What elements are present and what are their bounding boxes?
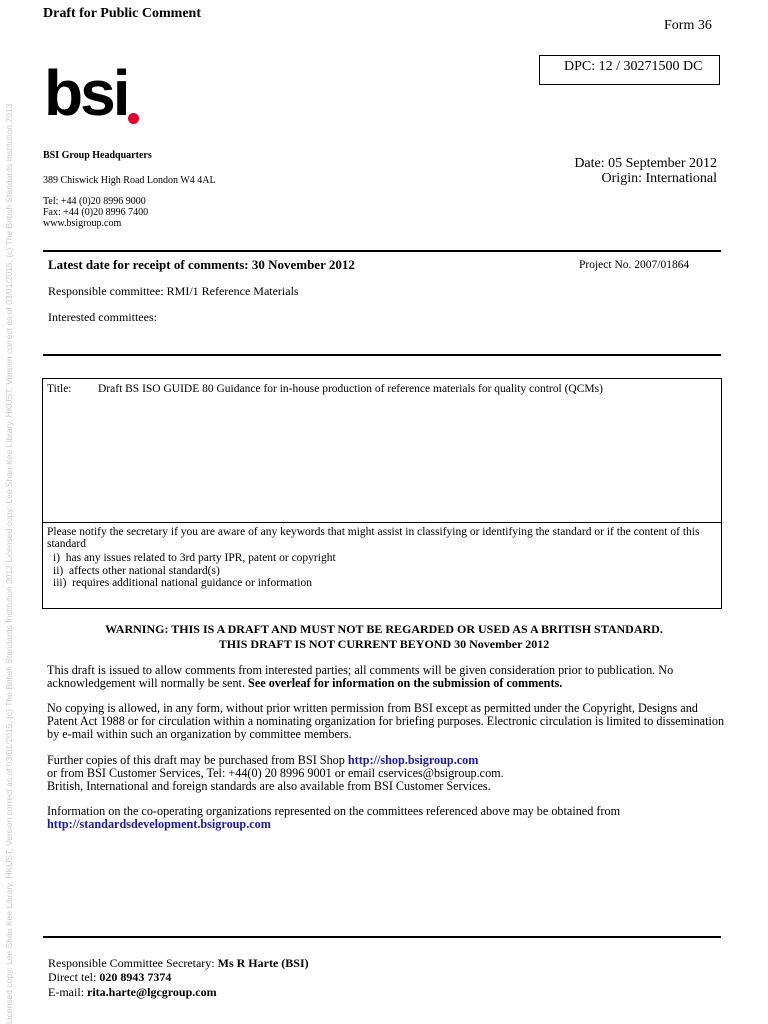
latest-comment-date: Latest date for receipt of comments: 30 November 2012 (48, 257, 355, 272)
dpc-box (539, 55, 720, 85)
divider-middle (43, 354, 721, 356)
title-box-divider (43, 522, 721, 523)
dpc-number: DPC: 12 / 30271500 DC (564, 59, 703, 74)
secretary-name: Ms R Harte (BSI) (217, 956, 309, 970)
bsi-logo-dot (128, 113, 139, 124)
notify-item: iii) requires additional national guidance or information (53, 577, 312, 589)
document-title: Draft BS ISO GUIDE 80 Guidance for in-house production of reference materials for quality control (QCMs) (98, 383, 603, 395)
project-number: Project No. 2007/01864 (579, 259, 690, 271)
direct-tel-label: Direct tel: (48, 970, 100, 984)
bsi-shop-link[interactable]: http://shop.bsigroup.com (347, 753, 479, 767)
copies-text: Further copies of this draft may be purchased from BSI Shop (47, 753, 348, 767)
org-name: BSI Group Headquarters (43, 150, 152, 161)
notify-item: ii) affects other national standard(s) (53, 565, 220, 577)
notify-intro: Please notify the secretary if you are aware of any keywords that might assist in classifying or identifying the standard or if the content of this standard (47, 526, 700, 550)
paragraph-copies (47, 754, 727, 793)
org-website: www.bsigroup.com (43, 218, 122, 229)
direct-tel-line (48, 970, 171, 985)
title-box (42, 378, 722, 609)
responsible-committee: Responsible committee: RMI/1 Reference Materials (48, 284, 299, 298)
notify-item: i) has any issues related to 3rd party IPR, patent or copyright (53, 552, 336, 564)
org-tel: Tel: +44 (0)20 8996 9000 (43, 196, 146, 207)
bsi-logo: bsi (44, 57, 128, 129)
org-fax: Fax: +44 (0)20 8996 7400 (43, 207, 149, 218)
email-label: E-mail: (48, 985, 87, 999)
email-value[interactable]: rita.harte@lgcgroup.com (87, 985, 217, 999)
secretary-line (48, 956, 309, 971)
origin: Origin: International (601, 171, 717, 186)
paragraph-copying: No copying is allowed, in any form, without prior written permission from BSI except as permitted under the Copyright, Designs and Patent Act 1988 or for circulation within a nominating organization for briefing purposes. Electronic circulation is limited to dissemination by e-mail within such an organization by committee members. (47, 701, 725, 741)
warning-line-1: WARNING: THIS IS A DRAFT AND MUST NOT BE REGARDED OR USED AS A BRITISH STANDARD. (105, 622, 663, 636)
standards-availability-text: British, International and foreign standards are also available from BSI Customer Services. (47, 779, 491, 793)
form-number: Form 36 (664, 18, 712, 33)
paragraph-comments (47, 664, 727, 690)
warning-line-2: THIS DRAFT IS NOT CURRENT BEYOND 30 November 2012 (218, 637, 550, 651)
divider-bottom (43, 936, 721, 938)
overleaf-note: See overleaf for information on the submission of comments. (248, 676, 563, 690)
issue-date: Date: 05 September 2012 (574, 156, 717, 171)
copyright-watermark: Licensed copy: Lee Shau Kee Library, HKUST, Version correct as of 03/01/2015, (c) The British Standards Institution 2012 Licensed copy: Lee Shau Kee Library, HKUST, Version correct as of 03/01/2015, (c) The British Standards Institution 2013 (4, 103, 14, 1024)
email-line (48, 985, 217, 1000)
direct-tel-value: 020 8943 7374 (99, 970, 172, 984)
organizations-text: Information on the co-operating organizations represented on the committees referenced above may be obtained from (47, 804, 621, 818)
org-street: 389 Chiswick High Road London W4 4AL (43, 175, 216, 186)
paragraph-comments-text: This draft is issued to allow comments from interested parties; all comments will be given consideration prior to publication. No acknowledgement will normally be sent. (47, 663, 674, 690)
customer-services-text: or from BSI Customer Services, Tel: +44(0) 20 8996 9001 or email cservices@bsigroup.com. (47, 766, 504, 780)
paragraph-organizations (47, 805, 727, 831)
draft-label: Draft for Public Comment (43, 6, 201, 21)
secretary-label: Responsible Committee Secretary: (48, 956, 218, 970)
standards-development-link[interactable]: http://standardsdevelopment.bsigroup.com (47, 817, 271, 831)
interested-committees: Interested committees: (48, 310, 157, 324)
title-label: Title: (47, 383, 72, 395)
divider-top (43, 250, 721, 252)
